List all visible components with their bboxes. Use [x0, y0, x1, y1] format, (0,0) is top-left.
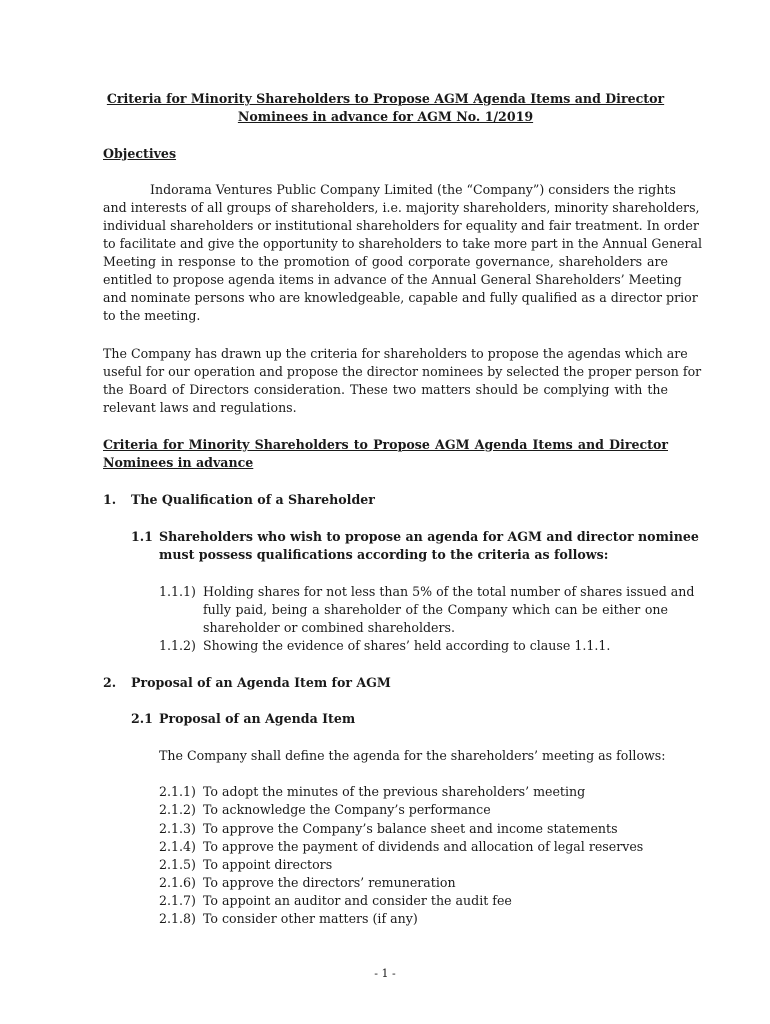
clause-line: Holding shares for not less than 5% of the total number of shares issued and [203, 584, 695, 599]
agenda-item-text: To acknowledge the Company’s performance [203, 802, 491, 817]
clause-line: fully paid, being a shareholder of the Company which can be either one [203, 602, 668, 617]
clause-1-1-1-number: 1.1.1) [159, 584, 196, 599]
agenda-item-text: To approve the directors’ remuneration [203, 875, 456, 890]
objectives-paragraph-2 [103, 345, 702, 417]
subsection-1-1-number: 1.1 [131, 529, 153, 544]
paragraph-line: to facilitate and give the opportunity to shareholders to take more part in the Annual General [103, 236, 703, 251]
paragraph-line: relevant laws and regulations. [103, 400, 297, 415]
page-number: - 1 - [374, 967, 396, 980]
agenda-item-number: 2.1.4) [159, 839, 196, 854]
paragraph-line: and interests of all groups of shareholders, i.e. majority shareholders, minority shareholders, [103, 200, 700, 215]
agenda-item-text: To adopt the minutes of the previous shareholders’ meeting [203, 784, 586, 799]
subsection-2-1-heading: Proposal of an Agenda Item [159, 711, 356, 726]
agenda-item-text: To appoint an auditor and consider the audit fee [203, 893, 512, 908]
section-1-heading: The Qualification of a Shareholder [131, 492, 375, 507]
paragraph-line: The Company has drawn up the criteria for shareholders to propose the agendas which are [103, 346, 688, 361]
agenda-item-number: 2.1.1) [159, 784, 196, 799]
paragraph-line: Indorama Ventures Public Company Limited (the “Company”) considers the rights [150, 182, 676, 197]
agenda-intro: The Company shall define the agenda for the shareholders’ meeting as follows: [159, 748, 666, 763]
agenda-item-number: 2.1.7) [159, 893, 196, 908]
clause-1-1-2-number: 1.1.2) [159, 638, 196, 653]
objectives-heading: Objectives [103, 146, 177, 161]
clause-1-1-2-text: Showing the evidence of shares’ held according to clause 1.1.1. [203, 638, 611, 653]
agenda-item-number: 2.1.5) [159, 857, 196, 872]
paragraph-line: the Board of Directors consideration. These two matters should be complying with the [103, 382, 668, 397]
agenda-item-text: To approve the payment of dividends and allocation of legal reserves [203, 839, 644, 854]
clause-line: shareholder or combined shareholders. [203, 620, 455, 635]
subsection-line: Shareholders who wish to propose an agenda for AGM and director nominee [159, 529, 699, 544]
paragraph-line: useful for our operation and propose the director nominees by selected the proper person for [103, 364, 702, 379]
document-title-line-2: Nominees in advance for AGM No. 1/2019 [237, 109, 534, 124]
agenda-item-number: 2.1.2) [159, 802, 196, 817]
agenda-item-text: To consider other matters (if any) [203, 911, 418, 926]
paragraph-line: entitled to propose agenda items in advance of the Annual General Shareholders’ Meeting [103, 272, 682, 287]
paragraph-line: Meeting in response to the promotion of good corporate governance, shareholders are [103, 254, 668, 269]
clause-1-1-1-text [203, 583, 695, 637]
agenda-item-text: To appoint directors [203, 857, 333, 872]
agenda-item-number: 2.1.6) [159, 875, 196, 890]
section-2-heading: Proposal of an Agenda Item for AGM [131, 675, 391, 690]
document-title-line-1: Criteria for Minority Shareholders to Propose AGM Agenda Items and Director [106, 91, 665, 106]
subsection-line: must possess qualifications according to the criteria as follows: [159, 547, 609, 562]
subsection-2-1-number: 2.1 [131, 711, 153, 726]
agenda-item-number: 2.1.3) [159, 821, 196, 836]
agenda-item-number: 2.1.8) [159, 911, 196, 926]
agenda-item-text: To approve the Company’s balance sheet and income statements [203, 821, 618, 836]
paragraph-line: and nominate persons who are knowledgeable, capable and fully qualified as a director prior [103, 290, 698, 305]
section-1-number: 1. [103, 492, 117, 507]
criteria-heading-line-1: Criteria for Minority Shareholders to Propose AGM Agenda Items and Director [103, 437, 668, 452]
paragraph-line: to the meeting. [103, 308, 201, 323]
criteria-heading-line-2: Nominees in advance [103, 455, 254, 470]
criteria-heading [103, 436, 668, 472]
paragraph-line: individual shareholders or institutional shareholders for equality and fair treatment. In order [103, 218, 699, 233]
objectives-paragraph-1 [103, 181, 703, 325]
subsection-1-1-text [159, 528, 699, 564]
section-2-number: 2. [103, 675, 117, 690]
